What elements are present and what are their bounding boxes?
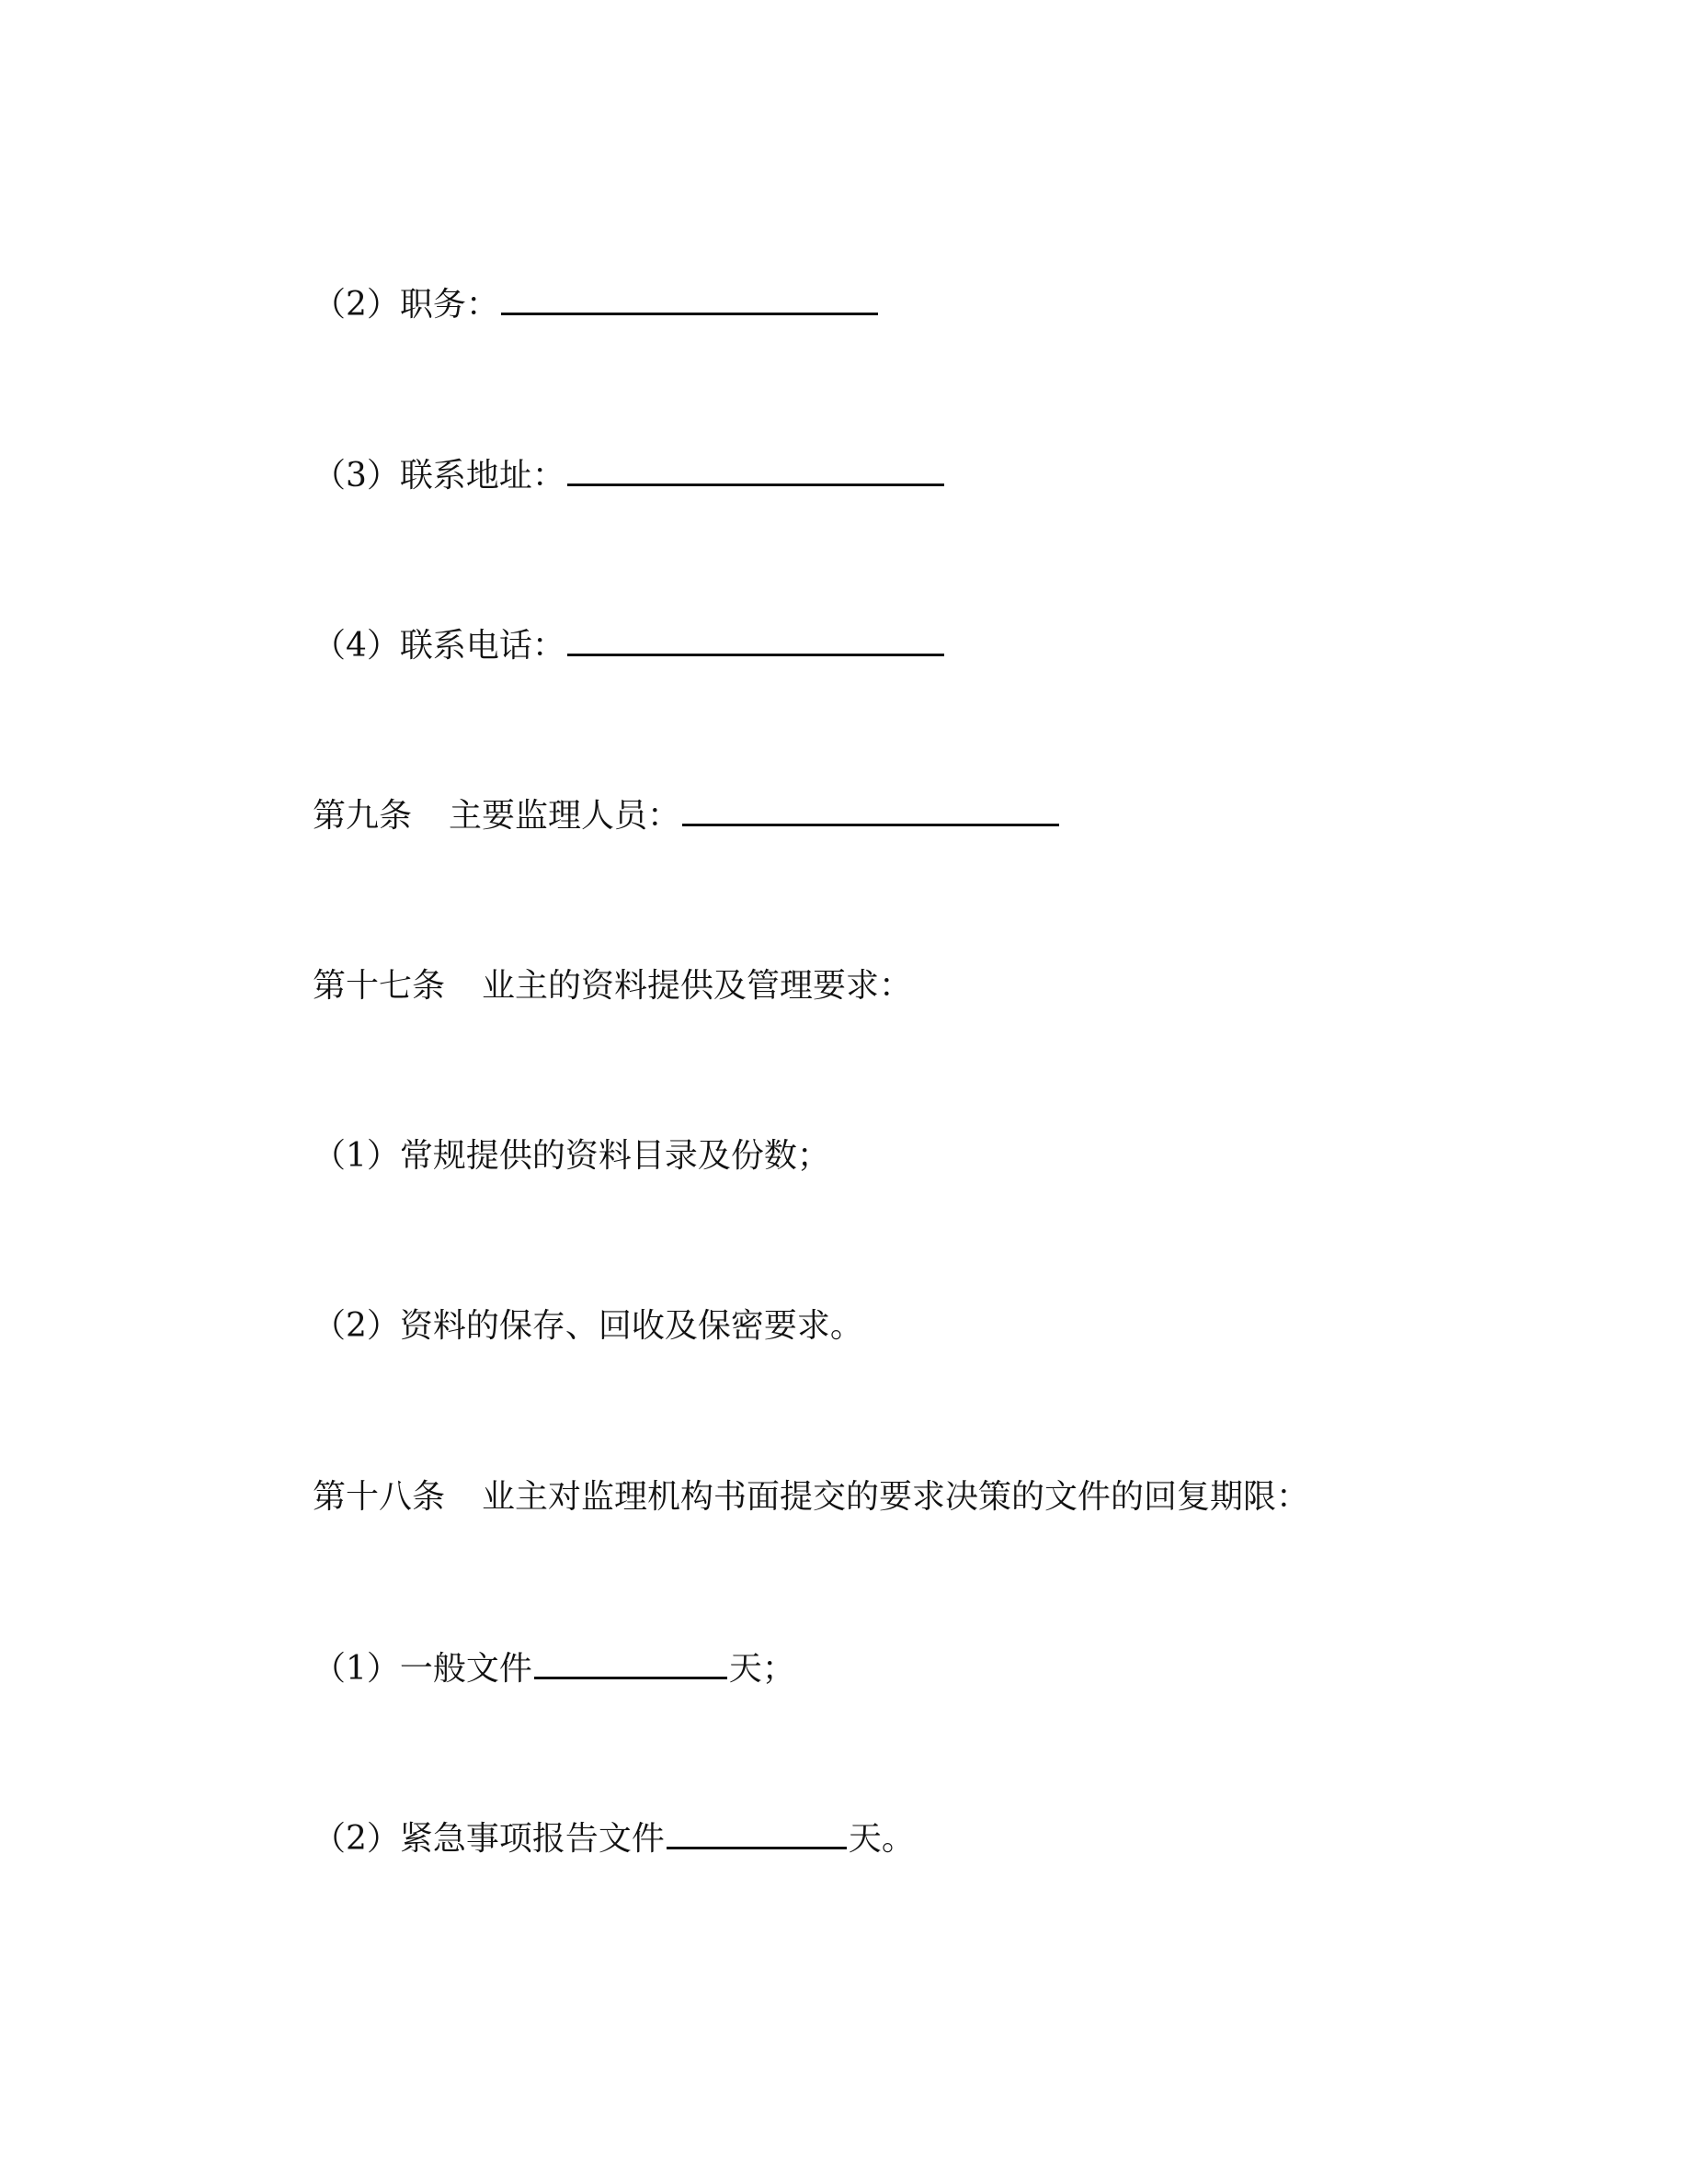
address-line [313, 452, 946, 499]
article-9-line [313, 792, 1061, 839]
phone-label: （4）联系电话： [313, 627, 565, 665]
position-line [313, 281, 880, 328]
article-9-text: 主要监理人员： [449, 797, 681, 835]
article-18-item-1-label: （1）一般文件 [313, 1650, 532, 1688]
article-17-line [313, 963, 912, 1009]
article-17-text: 业主的资料提供及管理要求： [482, 967, 913, 1005]
phone-line [313, 622, 946, 669]
address-blank-field[interactable] [567, 452, 944, 486]
article-9-number: 第九条 [313, 797, 413, 835]
urgent-docs-days-field[interactable] [667, 1815, 847, 1849]
article-18-text: 业主对监理机构书面提交的要求决策的文件的回复期限： [482, 1478, 1310, 1516]
article-18-number: 第十八条 [313, 1478, 446, 1516]
article-18-item-1-suffix: 天； [728, 1650, 795, 1688]
position-label: （2）职务： [313, 286, 499, 324]
article-17-item-2 [313, 1303, 863, 1349]
article-18-item-2-suffix: 天。 [848, 1820, 915, 1858]
article-17-item-1 [313, 1133, 830, 1179]
article-17-number: 第十七条 [313, 967, 446, 1005]
position-blank-field[interactable] [501, 281, 878, 315]
article-18-item-2 [313, 1815, 915, 1862]
phone-blank-field[interactable] [567, 622, 944, 656]
general-docs-days-field[interactable] [534, 1645, 727, 1679]
article-17-item-2-text: （2）资料的保存、回收及保密要求。 [313, 1307, 863, 1345]
article-18-item-1 [313, 1645, 795, 1692]
article-17-item-1-text: （1）常规提供的资料目录及份数； [313, 1137, 830, 1175]
address-label: （3）联系地址： [313, 457, 565, 495]
article-18-item-2-label: （2）紧急事项报告文件 [313, 1820, 665, 1858]
article-9-blank-field[interactable] [682, 792, 1059, 826]
article-18-line [313, 1474, 1309, 1520]
